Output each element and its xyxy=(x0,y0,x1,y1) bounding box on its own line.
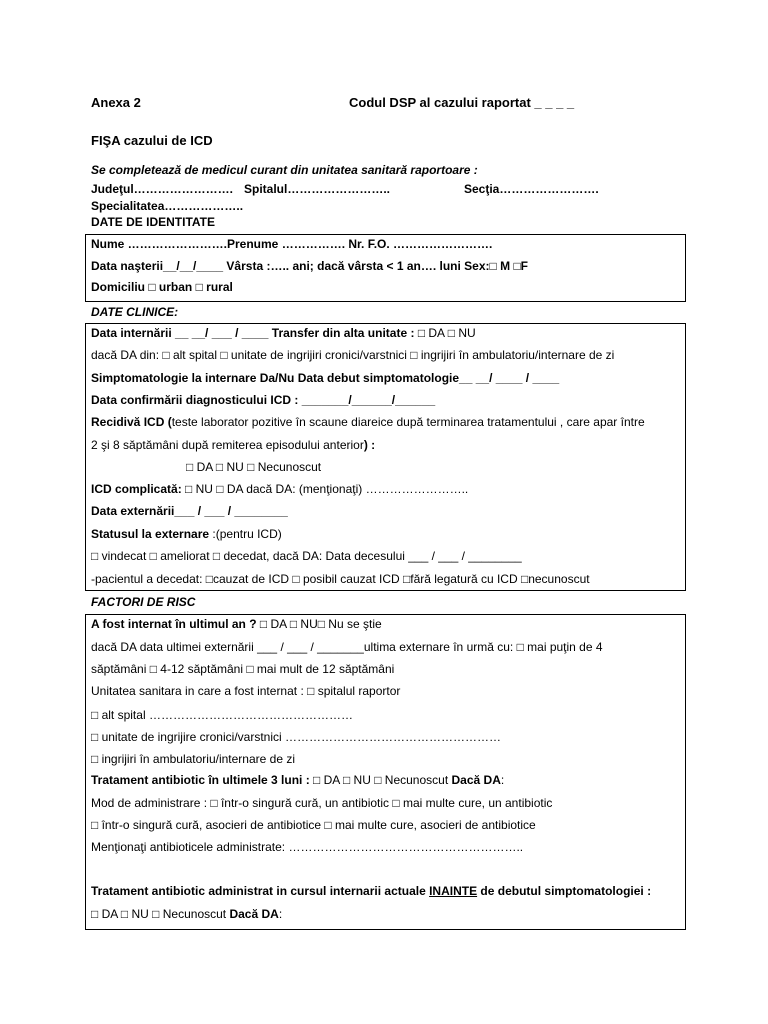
antibiotic-before-onset-label-end: de debutul simptomatologiei : xyxy=(477,884,652,898)
complicated-line[interactable] xyxy=(91,482,468,496)
identity-residence-line[interactable]: Domiciliu □ urban □ rural xyxy=(91,280,233,294)
recurrence-colon: ) : xyxy=(363,438,376,452)
before-onset-if-yes: Dacă DA xyxy=(229,907,279,921)
discharge-date-line[interactable]: Data externării___ / ___ / ________ xyxy=(91,504,288,518)
admission-label: Data internării __ __/ ___ / ____ Transfer din alta unitate : xyxy=(91,326,418,340)
risk-heading: FACTORI DE RISC xyxy=(91,595,196,609)
identity-birth-line[interactable]: Data naşterii__/__/____ Vârsta :….. ani; dacă vârsta < 1 an…. luni Sex:□ M □F xyxy=(91,259,529,273)
symptoms-line[interactable]: Simptomatologie la internare Da/Nu Data debut simptomatologie__ __/ ____ / ____ xyxy=(91,371,560,385)
recurrence-label: Recidivă ICD ( xyxy=(91,415,172,429)
diagnosis-date-line[interactable]: Data confirmării diagnosticului ICD : _______/______/______ xyxy=(91,393,436,407)
prior-admission-label: A fost internat în ultimul an ? xyxy=(91,617,260,631)
before-onset-if-yes-colon: : xyxy=(278,907,283,921)
transfer-options[interactable]: □ DA □ NU xyxy=(417,326,476,340)
prior-unit-other-hospital[interactable]: □ alt spital …………………………………………… xyxy=(91,708,353,722)
clinical-heading: DATE CLINICE: xyxy=(91,305,179,319)
antibiotic-before-onset-line xyxy=(91,884,651,898)
complicated-options[interactable]: □ NU □ DA dacă DA: (menţionaţi) …………………….. xyxy=(181,482,469,496)
ward-field[interactable]: Secţia……………………. xyxy=(464,182,599,196)
specialty-field[interactable]: Specialitatea……………….. xyxy=(91,199,244,213)
county-field[interactable]: Judeţul……………………. xyxy=(91,182,234,196)
identity-heading: DATE DE IDENTITATE xyxy=(91,215,215,229)
complicated-label: ICD complicată: xyxy=(91,482,182,496)
prior-unit-chronic-care[interactable]: □ unitate de ingrijire cronici/varstnici ……………………………………………… xyxy=(91,730,501,744)
antibiotic-if-yes: Dacă DA xyxy=(451,773,501,787)
death-cause-options[interactable]: -pacientul a decedat: □cauzat de ICD □ posibil cauzat ICD □fără legatură cu ICD □necunoscut xyxy=(91,572,590,586)
prior-unit-line[interactable]: Unitatea sanitara in care a fost internat : □ spitalul raportor xyxy=(91,684,401,698)
administration-mode-line-2[interactable]: □ într-o singură cură, asocieri de antibiotice □ mai multe cure, asocieri de antibiotice xyxy=(91,818,536,832)
discharge-status-label: Statusul la externare xyxy=(91,527,213,541)
recurrence-definition: teste laborator pozitive în scaune diareice după terminarea tratamentului , care apar între xyxy=(171,415,645,429)
discharge-status-line xyxy=(91,527,282,541)
last-discharge-line[interactable]: dacă DA data ultimei externării ___ / ___ / _______ultima externare în urmă cu: □ mai puţin de 4 xyxy=(91,640,603,654)
discharge-status-note: :(pentru ICD) xyxy=(212,527,282,541)
recurrence-definition-2: 2 şi 8 săptămâni după remiterea episodului anterior xyxy=(91,438,364,452)
antibiotic-3-months-line[interactable] xyxy=(91,773,504,787)
recurrence-line-2 xyxy=(91,438,375,452)
antibiotic-before-onset-label: Tratament antibiotic administrat in cursul internarii actuale xyxy=(91,884,430,898)
recurrence-line xyxy=(91,415,645,429)
dsp-code-label: Codul DSP al cazului raportat _ _ _ _ xyxy=(349,95,575,110)
transfer-source-line[interactable]: dacă DA din: □ alt spital □ unitate de ingrijiri cronici/varstnici □ ingrijiri în ambulatoriu/internare de zi xyxy=(91,348,615,362)
identity-name-line[interactable]: Nume …………………….Prenume ……………. Nr. F.O. ……………………. xyxy=(91,237,493,251)
admission-line[interactable] xyxy=(91,326,476,340)
antibiotic-3-months-options[interactable]: □ DA □ NU □ Necunoscut xyxy=(313,773,452,787)
annex-label: Anexa 2 xyxy=(91,95,141,110)
recurrence-options[interactable]: □ DA □ NU □ Necunoscut xyxy=(186,460,322,474)
antibiotic-before-onset-options-line[interactable] xyxy=(91,907,282,921)
prior-admission-options[interactable]: □ DA □ NU□ Nu se ştie xyxy=(259,617,382,631)
antibiotic-if-yes-colon: : xyxy=(500,773,505,787)
intro-instruction: Se completează de medicul curant din unitatea sanitară raportoare : xyxy=(91,163,478,177)
antibiotic-3-months-label: Tratament antibiotic în ultimele 3 luni : xyxy=(91,773,314,787)
antibiotics-mentioned-line[interactable]: Menţionaţi antibioticele administrate: ………………………………………………….. xyxy=(91,840,524,854)
prior-unit-ambulatory[interactable]: □ ingrijiri în ambulatoriu/internare de zi xyxy=(91,752,296,766)
outcome-options[interactable]: □ vindecat □ ameliorat □ decedat, dacă DA: Data decesului ___ / ___ / ________ xyxy=(91,549,522,563)
antibiotic-before-onset-options[interactable]: □ DA □ NU □ Necunoscut xyxy=(91,907,230,921)
last-discharge-interval[interactable]: săptămâni □ 4-12 săptămâni □ mai mult de 12 săptămâni xyxy=(91,662,395,676)
hospital-field[interactable]: Spitalul…………………….. xyxy=(244,182,391,196)
form-title: FIŞA cazului de ICD xyxy=(91,133,213,148)
prior-admission-line[interactable] xyxy=(91,617,382,631)
before-emphasis: INAINTE xyxy=(429,884,478,898)
administration-mode-line[interactable]: Mod de administrare : □ într-o singură cură, un antibiotic □ mai multe cure, un antibiotic xyxy=(91,796,553,810)
